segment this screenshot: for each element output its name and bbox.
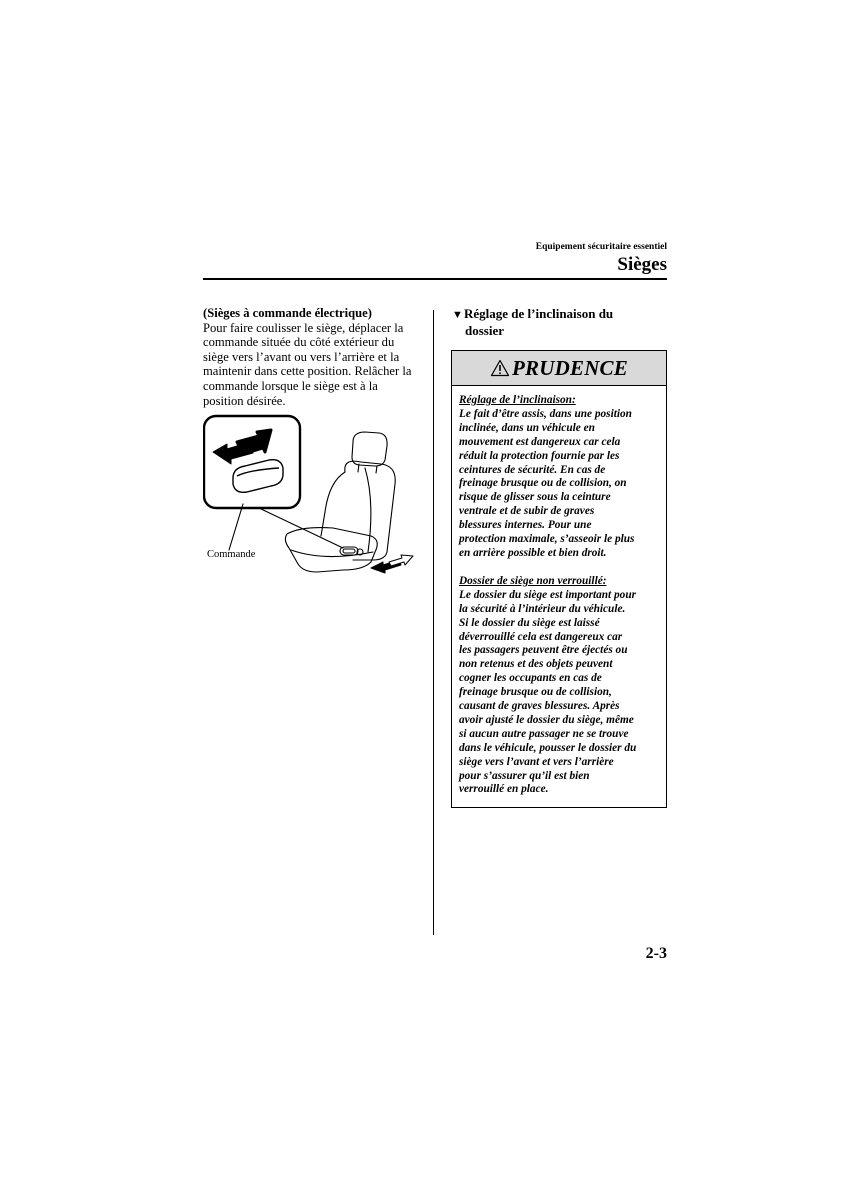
warning-line: risque de glisser sous la ceinture <box>459 491 611 504</box>
recline-heading-line: Réglage de l’inclinaison du <box>464 306 614 321</box>
section-header: Equipement sécuritaire essentiel <box>535 242 667 252</box>
caution-body <box>452 386 666 797</box>
caution-header <box>452 351 666 386</box>
instruction-line: commande située du côté extérieur du <box>203 335 395 350</box>
warning-line: blessures internes. Pour une <box>459 519 592 532</box>
warning-line: inclinée, dans un véhicule en <box>459 421 595 434</box>
instruction-line: siège vers l’avant ou vers l’arrière et la <box>203 349 400 364</box>
warning-line: freinage brusque ou de collision, on <box>459 477 627 490</box>
unlocked-seatback-warning-title: Dossier de siège non verrouillé: <box>459 574 607 587</box>
warning-line: verrouillé en place. <box>459 783 549 796</box>
page-title: Sièges <box>617 254 667 275</box>
warning-triangle-icon <box>490 359 510 377</box>
warning-line: les passagers peuvent être éjectés ou <box>459 644 628 657</box>
instruction-line: Pour faire coulisser le siège, déplacer la <box>203 320 404 335</box>
warning-line: protection maximale, s’asseoir le plus <box>459 533 635 546</box>
left-column <box>203 306 418 408</box>
header-rule <box>203 278 667 280</box>
warning-line: non retenus et des objets peuvent <box>459 658 613 671</box>
warning-line: ventrale et de subir de graves <box>459 505 595 518</box>
warning-line: pour s’assurer qu’il est bien <box>459 769 590 782</box>
warning-line: réduit la protection fournie par les <box>459 449 620 462</box>
warning-line: avoir ajusté le dossier du siège, même <box>459 713 634 726</box>
warning-line: Le dossier du siège est important pour <box>459 588 636 601</box>
warning-line: ceintures de sécurité. En cas de <box>459 463 606 476</box>
warning-line: si aucun autre passager ne se trouve <box>459 727 629 740</box>
column-divider <box>433 310 434 935</box>
recline-heading-line: dossier <box>465 323 504 338</box>
control-callout-label: Commande <box>207 549 256 560</box>
triangle-bullet-icon: ▼ <box>452 309 463 321</box>
warning-line: Si le dossier du siège est laissé <box>459 616 600 629</box>
caution-box <box>451 350 667 808</box>
caution-title: PRUDENCE <box>512 355 628 380</box>
warning-line: cogner les occupants en cas de <box>459 672 602 685</box>
recline-warning-title: Réglage de l’inclinaison: <box>459 394 576 406</box>
page-number: 2-3 <box>645 945 667 962</box>
warning-line: siège vers l’avant et vers l’arrière <box>459 755 614 768</box>
instruction-line: commande lorsque le siège est à la <box>203 378 378 393</box>
warning-line: dans le véhicule, pousser le dossier du <box>459 741 637 754</box>
warning-line: freinage brusque ou de collision, <box>459 686 612 699</box>
warning-line: mouvement est dangereux car cela <box>459 435 621 448</box>
warning-line: en arrière possible et bien droit. <box>459 546 607 559</box>
warning-line: la sécurité à l’intérieur du véhicule. <box>459 602 626 615</box>
instruction-line: maintenir dans cette position. Relâcher la <box>203 364 412 379</box>
instruction-line: position désirée. <box>203 393 286 408</box>
recline-heading <box>452 306 667 338</box>
warning-line: Le fait d’être assis, dans une position <box>459 407 632 420</box>
warning-line: causant de graves blessures. Après <box>459 700 620 713</box>
warning-line: déverrouillé cela est dangereux car <box>459 630 623 643</box>
power-seat-subheading: (Sièges à commande électrique) <box>203 306 372 320</box>
